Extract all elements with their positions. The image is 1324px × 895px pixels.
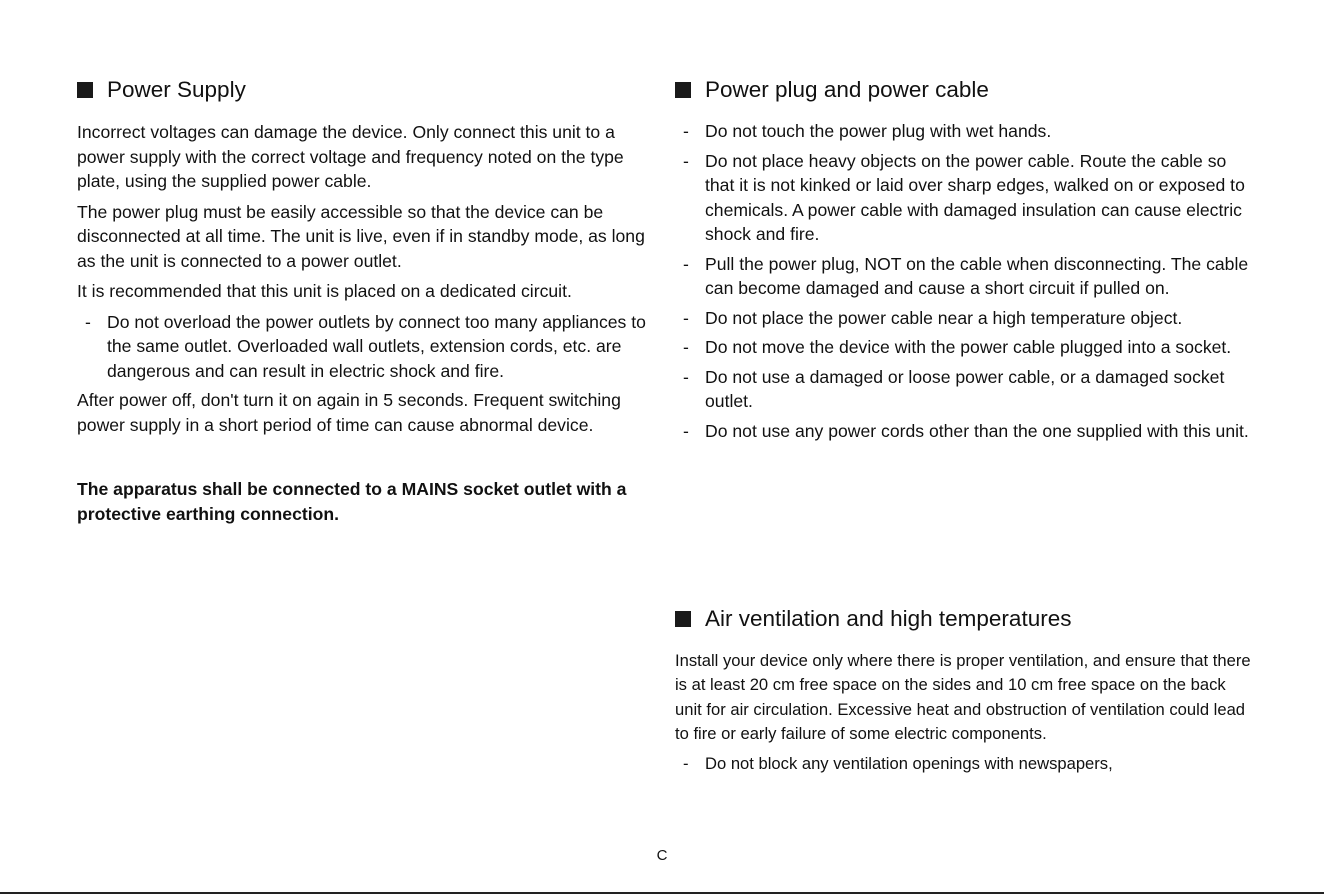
power-supply-heading: Power Supply bbox=[77, 76, 652, 104]
list-item: - Pull the power plug, NOT on the cable when disconnecting. The cable can become damaged and cause a short circuit if pulled on. bbox=[683, 253, 1249, 298]
bottom-border bbox=[0, 892, 1324, 894]
list-item: - Do not touch the power plug with wet hands. bbox=[675, 119, 1255, 144]
power-supply-bullets bbox=[77, 310, 652, 384]
dash-marker: - bbox=[683, 253, 689, 274]
list-item: - Do not block any ventilation openings with newspapers, bbox=[675, 752, 1255, 777]
power-supply-body bbox=[77, 120, 652, 526]
dash-marker: - bbox=[683, 337, 689, 357]
power-plug-bullets bbox=[675, 119, 1255, 443]
page-number: C bbox=[656, 847, 668, 864]
list-item: - Do not place the power cable near a high temperature object. bbox=[675, 306, 1255, 331]
dash-marker: - bbox=[85, 311, 91, 332]
list-item: - Do not overload the power outlets by connect too many appliances to the same outlet. Overloaded wall outlets, extension cords, etc. are dangerous and can result in electric shock and fire. bbox=[85, 311, 646, 381]
earthing-warning: The apparatus shall be connected to a MAINS socket outlet with a protective earthing connection. bbox=[77, 479, 627, 524]
ventilation-bullets bbox=[675, 752, 1255, 777]
square-bullet-icon bbox=[77, 82, 93, 98]
list-item: - Do not move the device with the power cable plugged into a socket. bbox=[675, 335, 1255, 360]
dash-marker: - bbox=[683, 754, 689, 774]
dash-marker: - bbox=[683, 121, 689, 141]
square-bullet-icon bbox=[675, 611, 691, 627]
dash-marker: - bbox=[683, 366, 689, 387]
power-plug-heading: Power plug and power cable bbox=[675, 76, 1255, 104]
ventilation-section bbox=[675, 605, 1255, 782]
list-item: - Do not place heavy objects on the power cable. Route the cable so that it is not kinked or laid over sharp edges, walked on or exposed to chemicals. A power cable with damaged insulation can cause electric shock and fire. bbox=[683, 150, 1245, 244]
ventilation-heading: Air ventilation and high temperatures bbox=[675, 605, 1255, 633]
power-plug-section bbox=[675, 76, 1255, 448]
ventilation-paragraph: Install your device only where there is proper ventilation, and ensure that there is at least 20 cm free space on the sides and 10 cm free space on the back unit for air circulation. Excessive heat and obstruction of ventilation could lead to fire or early failure of some electric components. bbox=[675, 651, 1251, 743]
paragraph: The power plug must be easily accessible so that the device can be disconnected at all time. The unit is live, even if in standby mode, as long as the unit is connected to a power outlet. bbox=[77, 201, 645, 271]
list-item: - Do not use a damaged or loose power cable, or a damaged socket outlet. bbox=[683, 366, 1225, 411]
square-bullet-icon bbox=[675, 82, 691, 98]
paragraph: Incorrect voltages can damage the device. Only connect this unit to a power supply with the correct voltage and frequency noted on the type plate, using the supplied power cable. bbox=[77, 122, 624, 191]
power-supply-section bbox=[77, 76, 652, 532]
dash-marker: - bbox=[683, 150, 689, 171]
dash-marker: - bbox=[683, 420, 689, 441]
list-item: - Do not use any power cords other than the one supplied with this unit. bbox=[675, 419, 1255, 444]
dash-marker: - bbox=[683, 307, 689, 328]
paragraph: It is recommended that this unit is placed on a dedicated circuit. bbox=[77, 281, 572, 301]
paragraph: After power off, don't turn it on again in 5 seconds. Frequent switching power supply in a short period of time can cause abnormal device. bbox=[77, 390, 621, 435]
